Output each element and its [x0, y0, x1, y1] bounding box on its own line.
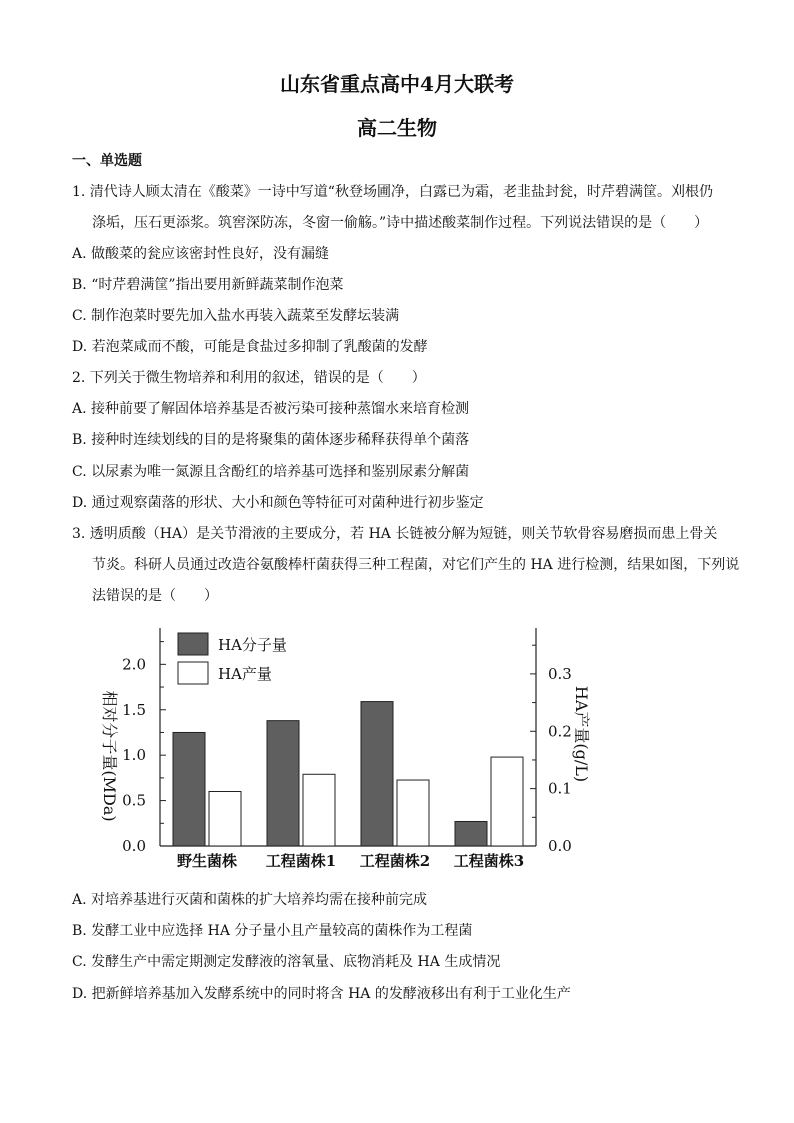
x-tick-label: 野生菌株: [176, 852, 238, 870]
bar-ha-molecular-weight: [267, 721, 299, 846]
q1-option-c: C. 制作泡菜时要先加入盐水再装入蔬菜至发酵坛装满: [72, 308, 400, 324]
right-tick-label: 0.2: [548, 722, 572, 741]
left-tick-label: 1.0: [122, 746, 146, 765]
bar-ha-molecular-weight: [455, 821, 487, 846]
q3-option-c: C. 发酵生产中需定期测定发酵液的溶氧量、底物消耗及 HA 生成情况: [72, 954, 501, 970]
document-title: 山东省重点高中4月大联考: [280, 72, 514, 96]
x-tick-label: 工程菌株1: [265, 852, 337, 870]
right-tick-label: 0.1: [548, 779, 572, 798]
x-tick-label: 工程菌株2: [359, 852, 431, 870]
right-axis-title: HA产量(g/L): [572, 685, 591, 783]
q3-option-a: A. 对培养基进行灭菌和菌株的扩大培养均需在接种前完成: [72, 892, 428, 908]
q3-option-b: B. 发酵工业中应选择 HA 分子量小且产量较高的菌株作为工程菌: [72, 923, 473, 939]
document-subtitle: 高二生物: [357, 116, 437, 140]
legend-swatch-ha-yield: [178, 662, 208, 684]
right-tick-label: 0.3: [548, 664, 572, 683]
legend-label-ha-molecular-weight: HA分子量: [218, 636, 287, 654]
bar-ha-molecular-weight: [173, 732, 205, 846]
q3-stem-line-1: 3. 透明质酸（HA）是关节滑液的主要成分，若 HA 长链被分解为短链，则关节软骨容易磨损而患上骨关: [72, 526, 718, 542]
bar-ha-yield: [209, 792, 241, 847]
bar-ha-yield: [491, 757, 523, 846]
q2-option-c: C. 以尿素为唯一氮源且含酚红的培养基可选择和鉴别尿素分解菌: [72, 464, 470, 480]
q1-stem-line-1: 1. 清代诗人顾太清在《酸菜》一诗中写道“秋登场圃净，白露已为霜，老韭盐封瓮，时芹碧满筐。刈根仍: [72, 184, 713, 200]
left-tick-label: 2.0: [122, 655, 146, 674]
q1-option-a: A. 做酸菜的瓮应该密封性良好，没有漏缝: [72, 246, 330, 262]
q2-stem: 2. 下列关于微生物培养和利用的叙述，错误的是（ ）: [72, 370, 426, 386]
q3-stem-line-3: 法错误的是（ ）: [92, 588, 218, 604]
left-axis-title: 相对分子量(MDa): [100, 690, 119, 822]
right-tick-label: 0.0: [548, 837, 572, 855]
q1-option-b: B. “时芹碧满筐”指出要用新鲜蔬菜制作泡菜: [72, 277, 344, 293]
q3-stem-line-2: 节炎。科研人员通过改造谷氨酸棒杆菌获得三种工程菌，对它们产生的 HA 进行检测，结果如图，下列说: [92, 557, 740, 573]
bar-ha-yield: [397, 780, 429, 846]
q2-option-a: A. 接种前要了解固体培养基是否被污染可接种蒸馏水来培育检测: [72, 401, 470, 417]
section-heading: 一、单选题: [72, 153, 142, 169]
q2-option-b: B. 接种时连续划线的目的是将聚集的菌体逐步稀释获得单个菌落: [72, 432, 470, 448]
left-tick-label: 0.5: [122, 791, 146, 810]
bar-ha-yield: [303, 774, 335, 846]
legend-label-ha-yield: HA产量: [218, 665, 272, 683]
q1-stem-line-2: 涤垢，压石更添浆。筑窖深防冻，冬窗一偷觞。”诗中描述酸菜制作过程。下列说法错误的是（ ）: [92, 215, 709, 231]
q2-option-d: D. 通过观察菌落的形状、大小和颜色等特征可对菌种进行初步鉴定: [72, 495, 484, 511]
legend-swatch-ha-molecular-weight: [178, 633, 208, 655]
x-tick-label: 工程菌株3: [453, 852, 525, 870]
q3-option-d: D. 把新鲜培养基加入发酵系统中的同时将含 HA 的发酵液移出有利于工业化生产: [72, 986, 571, 1002]
left-tick-label: 0.0: [122, 837, 146, 855]
bar-ha-molecular-weight: [361, 702, 393, 846]
q1-option-d: D. 若泡菜咸而不酸，可能是食盐过多抑制了乳酸菌的发酵: [72, 339, 428, 355]
left-tick-label: 1.5: [122, 700, 146, 719]
